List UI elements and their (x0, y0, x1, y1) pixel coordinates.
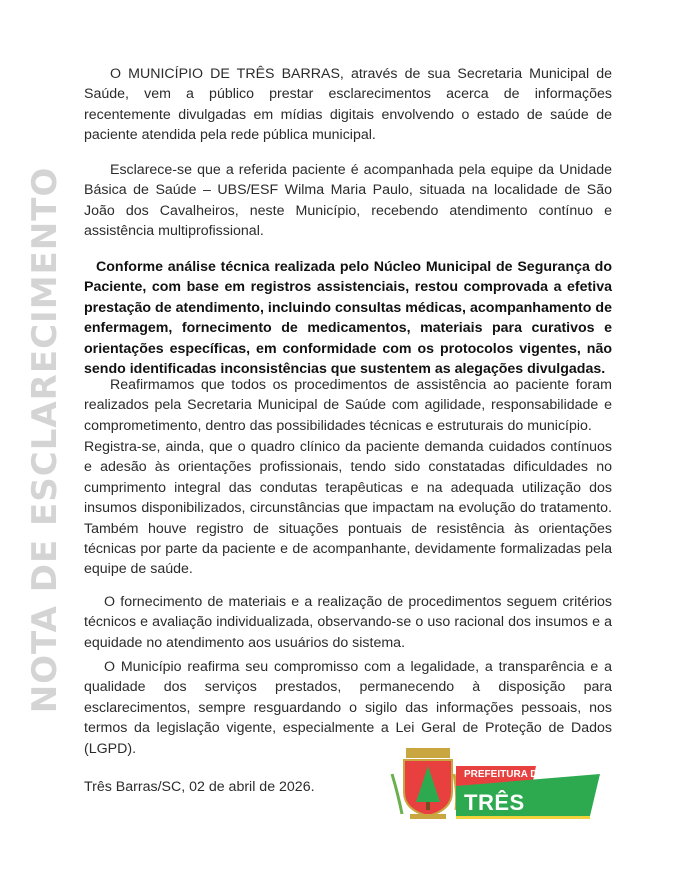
logo-line1: PREFEITURA DE (464, 769, 545, 780)
paragraph-intro: O MUNICÍPIO DE TRÊS BARRAS, através de sua Secretaria Municipal de Saúde, vem a público prestar esclarecimentos acerca de informações recentemente divulgadas em mídias digitais envolvendo o estado de saúde de paciente atendida pela rede pública municipal. (84, 66, 612, 144)
paragraph-clinical: Registra-se, ainda, que o quadro clínico da paciente demanda cuidados contínuos e adesão às orientações profissionais, tendo sido constatadas dificuldades no cumprimento integral das condutas terapêuticas e na adequada utilização dos insumos disponibilizados, circunstâncias que impactam na evolução do tratamento. Também houve registro de situações pontuais de resistência às orientações técnicas por parte da paciente e de acompanhante, devidamente formalizadas pela equipe de saúde. (84, 439, 612, 578)
logo-line2: TRÊS BARRAS (464, 790, 562, 841)
paragraph-patient-care: Esclarece-se que a referida paciente é acompanhada pela equipe da Unidade Básica de Saúde – UBS/ESF Wilma Maria Paulo, situada na localidade de São João dos Cavalheiros, neste Município, recebendo atendimento contínuo e assistência multiprofissional. (84, 162, 612, 240)
paragraph-commitment: O Município reafirma seu compromisso com a legalidade, a transparência e a qualidade dos serviços prestados, permanecendo à disposição para esclarecimentos, sempre resguardando o sigilo das informações pessoais, nos termos da legislação vigente, especialmente a Lei Geral de Proteção de Dados (LGPD). (84, 659, 612, 757)
paragraph-reaffirm: Reafirmamos que todos os procedimentos de assistência ao paciente foram realizados pela Secretaria Municipal de Saúde com agilidade, responsabilidade e comprometimento, dentro das possibilidades técnicas e estruturais do município. (84, 377, 612, 434)
paragraph-materials: O fornecimento de materiais e a realização de procedimentos seguem critérios técnicos e avaliação individualizada, observando-se o uso racional dos insumos e a equidade no atendimento aos usuários do sistema. (84, 594, 612, 651)
paragraph-technical-analysis: Conforme análise técnica realizada pelo Núcleo Municipal de Segurança do Paciente, com base em registros assistenciais, restou comprovada a efetiva prestação de atendimento, incluindo consultas médicas, acompanhamento de enfermagem, fornecimento de medicamentos, materiais para curativos e orientações específicas, em conformidade com os protocolos vigentes, não sendo identificadas inconsistências que sustentem as alegações divulgadas. (84, 259, 612, 378)
date-line: Três Barras/SC, 02 de abril de 2026. (84, 779, 315, 795)
side-title: NOTA DE ESCLARECIMENTO (25, 166, 65, 714)
prefeitura-logo (384, 744, 608, 841)
